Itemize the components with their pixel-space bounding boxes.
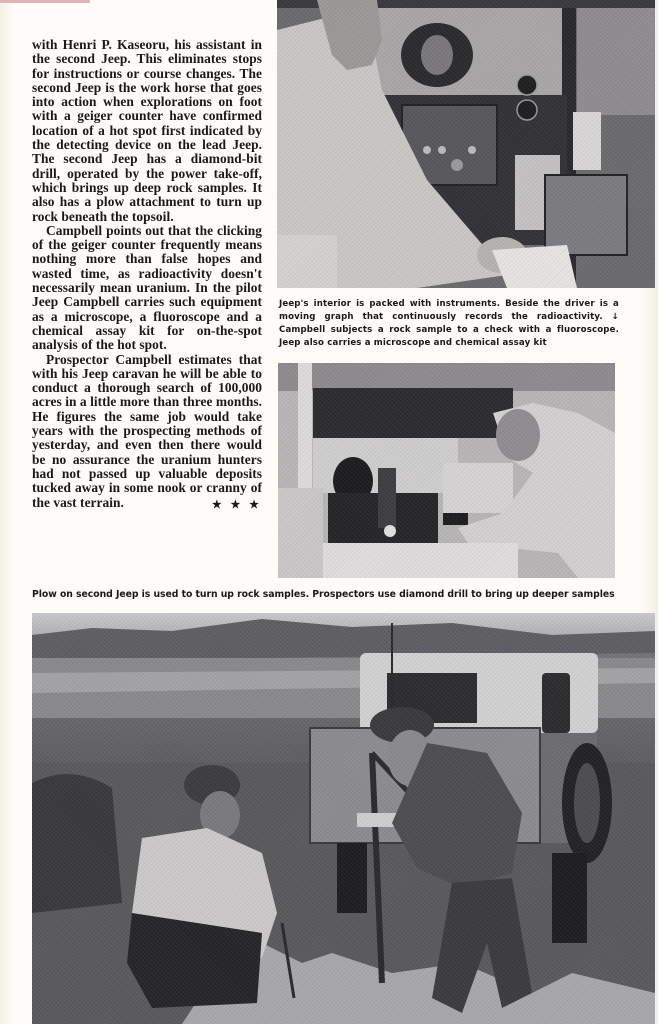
caption-interior-line2: Campbell subjects a rock sample to a check with a fluoroscope. Jeep also carries a microscope and chemical assay kit xyxy=(279,325,619,348)
article-paragraph-2: Campbell points out that the clicking of the geiger counter frequently means nothing more than false hopes and wasted time, as radioactivity doesn't necessarily mean uranium. In the pilot Jeep Campbell carries such equipment as a microscope, a fluoroscope and a chemical assay kit for on-the-spot analysis of the hot spot. xyxy=(32,222,262,353)
article-text-column xyxy=(32,38,262,512)
photo-jeep-interior xyxy=(277,0,655,288)
photo-field-jeep-drill xyxy=(32,613,655,1024)
photo-fluoroscope-check xyxy=(278,363,615,578)
caption-plow-drill: Plow on second Jeep is used to turn up rock samples. Prospectors use diamond drill to bring up deeper samples xyxy=(32,589,615,600)
page-torn-edge xyxy=(0,0,90,3)
article-paragraph-3 xyxy=(32,353,262,510)
article-paragraph-1: with Henri P. Kaseoru, his assistant in the second Jeep. This eliminates stops for instructions or course changes. The second Jeep is the work horse that goes into action when explorations on foot with a geiger counter have confirmed location of a hot spot first indicated by the detecting device on the lead Jeep. The second Jeep has a diamond-bit drill, operated by the power take-off, which brings up deep rock samples. It also has a plow attachment to turn up rock beneath the topsoil. xyxy=(32,37,262,224)
end-mark-stars: ★ ★ ★ xyxy=(211,498,262,511)
down-arrow-icon: ↓ xyxy=(611,312,619,322)
caption-interior xyxy=(279,298,619,350)
caption-interior-line1: Jeep's interior is packed with instruments. Beside the driver is a moving graph that continuously records the radioactivity. xyxy=(279,299,619,322)
article-paragraph-3-text: Prospector Campbell estimates that with his Jeep caravan he will be able to conduct a thorough search of 100,000 acres in a little more than three months. He figures the same job would take years with the prospecting methods of yesterday, and even then there would be no assurance the uranium hunters had not passed up valuable deposits tucked away in some nook or cranny of the vast terrain. xyxy=(32,351,262,510)
